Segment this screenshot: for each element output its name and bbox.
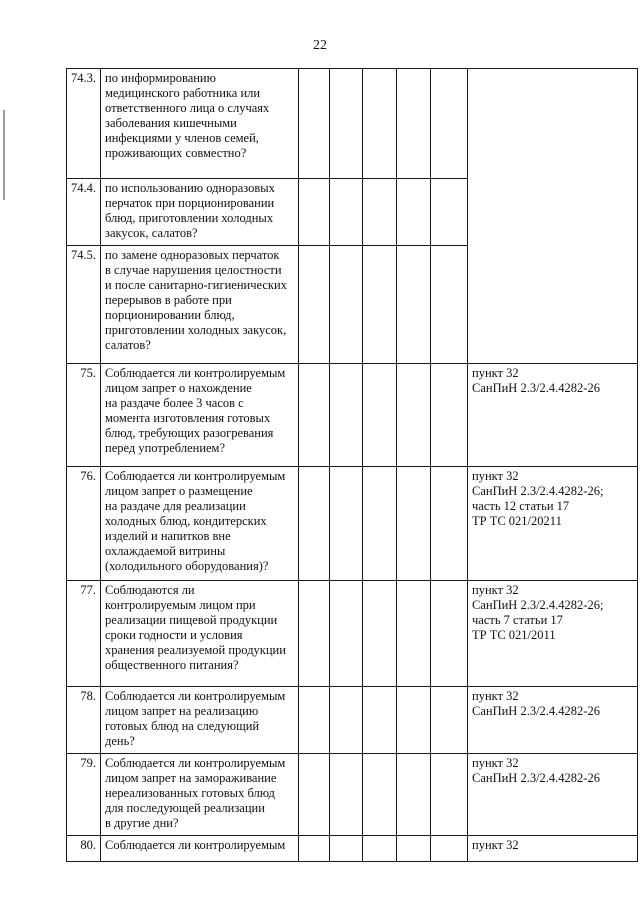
answer-cell[interactable] (330, 467, 363, 581)
question-line: хранения реализуемой продукции (105, 643, 286, 657)
answer-cell[interactable] (431, 179, 468, 246)
reference-line: СанПиН 2.3/2.4.4282-26 (472, 381, 600, 395)
reference-line: пункт 32 (472, 366, 519, 380)
answer-cell[interactable] (299, 179, 330, 246)
answer-cell[interactable] (299, 364, 330, 467)
question-line: готовых блюд на следующий (105, 719, 260, 733)
row-number: 78. (67, 687, 101, 754)
answer-cell[interactable] (397, 246, 431, 364)
reference-line: СанПиН 2.3/2.4.4282-26 (472, 704, 600, 718)
answer-cell[interactable] (363, 179, 397, 246)
reference-line: пункт 32 (472, 689, 519, 703)
question-line: перчаток при порционировании (105, 196, 275, 210)
question-line: перед употреблением? (105, 441, 226, 455)
question-line: лицом запрет на замораживание (105, 771, 277, 785)
question-cell (101, 467, 299, 581)
table-row (67, 364, 638, 467)
answer-cell[interactable] (431, 754, 468, 836)
answer-cell[interactable] (299, 581, 330, 687)
reference-cell (468, 836, 638, 862)
question-line: заболевания кишечными (105, 116, 237, 130)
row-number: 80. (67, 836, 101, 862)
reference-line: пункт 32 (472, 583, 519, 597)
question-line: по замене одноразовых перчаток (105, 248, 280, 262)
answer-cell[interactable] (330, 687, 363, 754)
row-number: 74.5. (67, 246, 101, 364)
question-cell (101, 836, 299, 862)
answer-cell[interactable] (431, 364, 468, 467)
answer-cell[interactable] (330, 69, 363, 179)
question-cell (101, 246, 299, 364)
question-line: контролируемым лицом при (105, 598, 256, 612)
question-line: лицом запрет о размещение (105, 484, 253, 498)
answer-cell[interactable] (299, 754, 330, 836)
row-number: 74.3. (67, 69, 101, 179)
question-line: холодных блюд, кондитерских (105, 514, 267, 528)
reference-line: пункт 32 (472, 838, 519, 852)
answer-cell[interactable] (431, 246, 468, 364)
question-line: приготовлении холодных закусок, (105, 323, 287, 337)
table-row (67, 581, 638, 687)
question-line: и после санитарно-гигиенических (105, 278, 287, 292)
answer-cell[interactable] (330, 179, 363, 246)
question-line: Соблюдается ли контролируемым (105, 366, 286, 380)
answer-cell[interactable] (431, 581, 468, 687)
question-line: проживающих совместно? (105, 146, 247, 160)
question-line: (холодильного оборудования)? (105, 559, 269, 573)
question-line: изделий и напитков вне (105, 529, 231, 543)
question-cell (101, 754, 299, 836)
question-line: по использованию одноразовых (105, 181, 275, 195)
table-row (67, 754, 638, 836)
answer-cell[interactable] (299, 69, 330, 179)
question-line: закусок, салатов? (105, 226, 198, 240)
question-line: нереализованных готовых блюд (105, 786, 275, 800)
page-number: 22 (313, 38, 327, 53)
reference-cell (468, 364, 638, 467)
answer-cell[interactable] (299, 467, 330, 581)
answer-cell[interactable] (397, 836, 431, 862)
reference-line: пункт 32 (472, 756, 519, 770)
row-number: 77. (67, 581, 101, 687)
question-line: для последующей реализации (105, 801, 265, 815)
answer-cell[interactable] (397, 754, 431, 836)
question-line: на раздаче для реализации (105, 499, 246, 513)
reference-line: ТР ТС 021/20211 (472, 514, 562, 528)
row-number: 79. (67, 754, 101, 836)
question-line: медицинского работника или (105, 86, 261, 100)
question-line: лицом запрет о нахождение (105, 381, 252, 395)
question-line: в другие дни? (105, 816, 179, 830)
table-row (67, 687, 638, 754)
answer-cell[interactable] (431, 687, 468, 754)
question-line: в случае нарушения целостности (105, 263, 282, 277)
answer-cell[interactable] (299, 246, 330, 364)
answer-cell[interactable] (363, 687, 397, 754)
answer-cell[interactable] (397, 467, 431, 581)
answer-cell[interactable] (363, 69, 397, 179)
table-row (67, 836, 638, 862)
question-line: перерывов в работе при (105, 293, 232, 307)
question-line: охлаждаемой витрины (105, 544, 226, 558)
answer-cell[interactable] (363, 246, 397, 364)
question-cell (101, 581, 299, 687)
reference-cell (468, 687, 638, 754)
question-line: Соблюдается ли контролируемым (105, 838, 286, 852)
answer-cell[interactable] (299, 836, 330, 862)
reference-line: СанПиН 2.3/2.4.4282-26; (472, 598, 604, 612)
question-line: порционировании блюд, (105, 308, 235, 322)
row-number: 75. (67, 364, 101, 467)
reference-line: часть 7 статьи 17 (472, 613, 563, 627)
reference-line: ТР ТС 021/2011 (472, 628, 556, 642)
reference-line: пункт 32 (472, 469, 519, 483)
checklist-table (66, 68, 638, 862)
reference-cell (468, 467, 638, 581)
question-line: лицом запрет на реализацию (105, 704, 259, 718)
question-line: блюд, приготовлении холодных (105, 211, 274, 225)
question-line: на раздаче более 3 часов с (105, 396, 244, 410)
table-row (67, 467, 638, 581)
answer-cell[interactable] (397, 581, 431, 687)
question-line: Соблюдается ли контролируемым (105, 689, 286, 703)
answer-cell[interactable] (363, 467, 397, 581)
question-cell (101, 687, 299, 754)
answer-cell[interactable] (431, 836, 468, 862)
question-cell (101, 364, 299, 467)
answer-cell[interactable] (397, 69, 431, 179)
row-number: 74.4. (67, 179, 101, 246)
answer-cell[interactable] (363, 836, 397, 862)
reference-line: СанПиН 2.3/2.4.4282-26 (472, 771, 600, 785)
question-line: Соблюдается ли контролируемым (105, 469, 286, 483)
answer-cell[interactable] (299, 687, 330, 754)
answer-cell[interactable] (330, 581, 363, 687)
question-line: ответственного лица о случаях (105, 101, 270, 115)
question-line: сроки годности и условия (105, 628, 243, 642)
answer-cell[interactable] (363, 581, 397, 687)
question-cell (101, 69, 299, 179)
question-line: Соблюдаются ли (105, 583, 195, 597)
answer-cell[interactable] (431, 69, 468, 179)
reference-cell (468, 69, 638, 364)
question-line: общественного питания? (105, 658, 239, 672)
answer-cell[interactable] (397, 179, 431, 246)
answer-cell[interactable] (330, 246, 363, 364)
question-line: салатов? (105, 338, 151, 352)
row-number: 76. (67, 467, 101, 581)
question-line: по информированию (105, 71, 216, 85)
answer-cell[interactable] (330, 836, 363, 862)
question-cell (101, 179, 299, 246)
question-line: реализации пищевой продукции (105, 613, 278, 627)
question-line: инфекциями у членов семей, (105, 131, 259, 145)
question-line: момента изготовления готовых (105, 411, 271, 425)
reference-cell (468, 581, 638, 687)
answer-cell[interactable] (330, 364, 363, 467)
question-line: Соблюдается ли контролируемым (105, 756, 286, 770)
table-row (67, 69, 638, 179)
reference-line: СанПиН 2.3/2.4.4282-26; (472, 484, 604, 498)
margin-mark (3, 110, 5, 200)
answer-cell[interactable] (431, 467, 468, 581)
answer-cell[interactable] (330, 754, 363, 836)
answer-cell[interactable] (397, 687, 431, 754)
answer-cell[interactable] (363, 754, 397, 836)
answer-cell[interactable] (397, 364, 431, 467)
reference-line: часть 12 статьи 17 (472, 499, 570, 513)
question-line: день? (105, 734, 135, 748)
reference-cell (468, 754, 638, 836)
answer-cell[interactable] (363, 364, 397, 467)
question-line: блюд, требующих разогревания (105, 426, 274, 440)
